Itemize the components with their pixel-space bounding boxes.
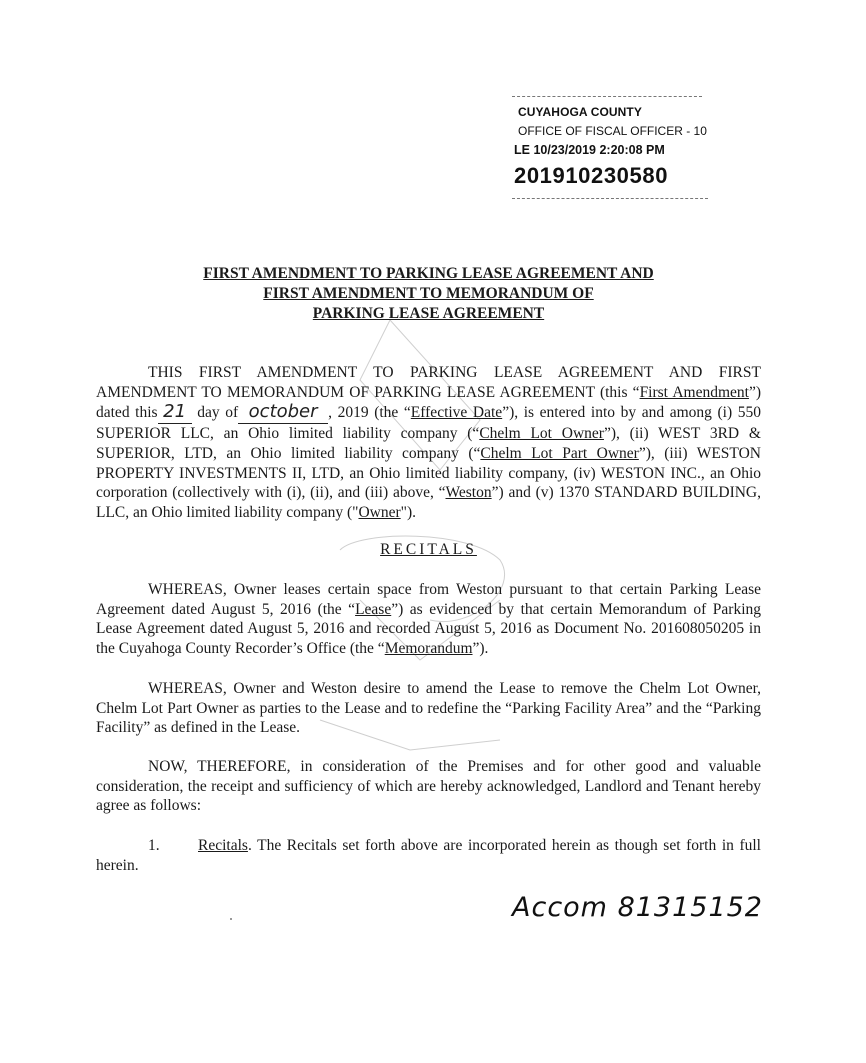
stamp-border-bottom: [512, 198, 708, 199]
intro-text-6: ”), (ii) WEST 3RD & SUPERIOR, LTD, an Ohio limited liability company (“: [96, 425, 761, 462]
title-line-2: FIRST AMENDMENT TO MEMORANDUM OF: [263, 285, 594, 302]
section-1-paragraph: [96, 836, 761, 875]
defined-term-chelm-lot-owner: Chelm Lot Owner: [479, 425, 604, 443]
stamp-county: CUYAHOGA COUNTY: [518, 105, 642, 119]
defined-term-chelm-lot-part-owner: Chelm Lot Part Owner: [480, 444, 639, 462]
recitals-heading: RECITALS: [380, 541, 477, 558]
intro-text-2: ”) dated this: [96, 383, 761, 422]
title-line-1: FIRST AMENDMENT TO PARKING LEASE AGREEMENT AND: [203, 265, 654, 282]
intro-text-5: ”), is entered into by and among (i) 550 SUPERIOR LLC, an Ohio limited liability company (“: [96, 404, 761, 443]
intro-text-7: ”), (iii) WESTON PROPERTY INVESTMENTS II, LTD, an Ohio limited liability company, (iv) WESTON INC., an Ohio corporation (collectively with (i), (ii), and (iii) above, “: [96, 444, 761, 502]
section-1-text: . The Recitals set forth above are incorporated herein as though set forth in full herein.: [96, 837, 761, 874]
whereas1-text-2: ”) as evidenced by that certain Memorandum of Parking Lease Agreement dated August 5, 2016 and recorded August 5, 2016 as Document No. 201608050205 in the Cuyahoga County Recorder’s Office (the “: [96, 600, 761, 658]
stamp-border-top: [512, 96, 702, 97]
handwritten-day: 21: [163, 401, 187, 423]
intro-text-1: THIS FIRST AMENDMENT TO PARKING LEASE AGREEMENT AND FIRST AMENDMENT TO MEMORANDUM OF PARKING LEASE AGREEMENT (this “: [96, 364, 761, 401]
defined-term-lease: Lease: [355, 600, 392, 618]
recorder-stamp: [508, 94, 713, 206]
document-title: [96, 264, 761, 324]
whereas1-text-3: ”).: [472, 640, 489, 658]
defined-term-memorandum: Memorandum: [384, 640, 473, 658]
whereas1-text-1: WHEREAS, Owner leases certain space from Weston pursuant to that certain Parking Lease Agreement dated August 5, 2016 (the “: [96, 581, 761, 618]
whereas-paragraph-2: WHEREAS, Owner and Weston desire to amend the Lease to remove the Chelm Lot Owner, Chelm Lot Part Owner as parties to the Lease and to redefine the “Parking Facility Area” and the “Parking Facility” as defined in the Lease.: [96, 680, 761, 737]
defined-term-weston: Weston: [445, 484, 492, 502]
handwritten-month: october: [248, 401, 318, 423]
defined-term-first-amendment: First Amendment: [639, 383, 749, 401]
handwritten-accom-note: Accom 81315152: [512, 892, 763, 923]
now-therefore-paragraph: NOW, THEREFORE, in consideration of the Premises and for other good and valuable consideration, the receipt and sufficiency of which are hereby acknowledged, Landlord and Tenant hereby agree as follows:: [96, 758, 761, 815]
scan-speck: [230, 918, 232, 920]
intro-text-4: , 2019 (the “: [328, 404, 411, 422]
intro-paragraph: [96, 363, 761, 523]
defined-term-owner: Owner: [358, 503, 401, 521]
section-1-heading: Recitals: [198, 837, 248, 854]
title-line-3: PARKING LEASE AGREEMENT: [312, 305, 545, 322]
stamp-filed-datetime: LE 10/23/2019 2:20:08 PM: [514, 143, 665, 157]
intro-text-9: ").: [400, 503, 417, 521]
section-1-number: 1.: [148, 837, 160, 854]
defined-term-effective-date: Effective Date: [410, 404, 503, 422]
whereas-paragraph-1: [96, 580, 761, 659]
stamp-document-number: 201910230580: [514, 163, 669, 188]
stamp-office: OFFICE OF FISCAL OFFICER - 10: [518, 124, 707, 138]
intro-text-8: ”) and (v) 1370 STANDARD BUILDING, LLC, an Ohio limited liability company (": [96, 484, 761, 521]
intro-text-3: day of: [197, 404, 239, 422]
